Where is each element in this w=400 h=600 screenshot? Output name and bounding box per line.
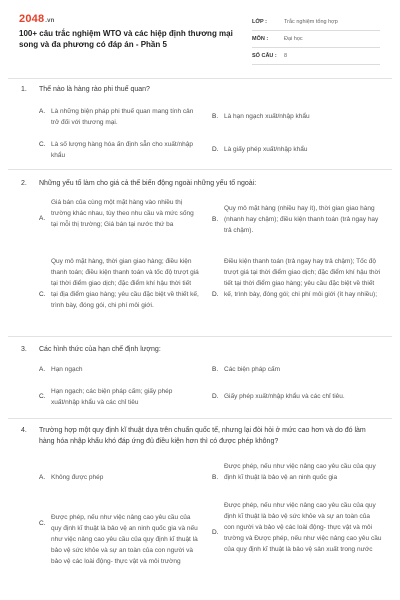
info-row-count <box>252 48 380 65</box>
option-d[interactable]: D. Điều kiện thanh toán (trả ngay hay trả chậm); Tốc độ trượt giá tại thời điểm giao dịch; đặc điểm khí hậu thời tiết tại thời điểm giao hàng; yêu cầu đặc biệt về thiết kế, trình bày, đóng gói; chi phí môi giới (ít hay nhiều); <box>212 258 381 298</box>
option-a[interactable]: A. Không được phép <box>39 474 104 481</box>
option-c[interactable]: C. Được phép, nếu như việc nâng cao yêu cầu của quy định kĩ thuật là bảo vệ an ninh quốc gia và nếu như việc nâng cao yêu cầu của quy định kĩ thuật là bảo vệ sức khỏe và sự an toàn của con người và bảo vệ các loài động- thực vật và môi trường <box>39 514 198 565</box>
question-text: 4. Trường hợp một quy định kĩ thuật dựa trên chuẩn quốc tế, nhưng lại đòi hỏi ở mức cao hơn và do đó làm hàng hóa nhập khẩu khó đáp ứng đủ điều kiện hơn thì có được phép không? <box>21 427 366 445</box>
option-b[interactable]: B. Các biện pháp cấm <box>212 366 281 373</box>
question-divider <box>8 169 392 170</box>
info-row-subject <box>252 31 380 48</box>
question-1 <box>21 84 381 95</box>
header-divider <box>8 78 392 79</box>
site-logo[interactable]: 2048.vn <box>19 13 55 25</box>
page-title: 100+ câu trắc nghiệm WTO và các hiệp định thương mại song và đa phương có đáp án - Phần 5 <box>19 29 233 49</box>
option-a[interactable]: A. Hạn ngạch <box>39 366 83 373</box>
option-c[interactable]: C. Là số lượng hàng hóa ấn định sẵn cho xuất/nhập khẩu <box>39 141 193 159</box>
info-label: LỚP : <box>252 19 267 25</box>
page-header <box>0 0 400 76</box>
info-value: 8 <box>284 53 288 59</box>
info-value: Trắc nghiệm tổng hợp <box>284 19 338 25</box>
option-c[interactable]: C. Hạn ngạch; các biện pháp cấm; giấy phép xuất/nhập khẩu và các chỉ tiêu <box>39 388 173 406</box>
option-d[interactable]: D. Là giấy phép xuất/nhập khẩu <box>212 146 308 153</box>
info-label: MÔN : <box>252 36 269 42</box>
option-d[interactable]: D. Được phép, nếu như việc nâng cao yêu cầu của quy định kĩ thuật là bảo vệ sức khỏe và sự an toàn của con người và bảo vệ các loài động- thực vật và môi trường và Được phép, nếu như việc nâng cao yêu cầu của quy định kĩ thuật là bảo vệ sản xuất trong nước <box>212 502 382 553</box>
info-value: Đại học <box>284 36 303 42</box>
option-b[interactable]: B. Là hạn ngạch xuất/nhập khẩu <box>212 113 310 120</box>
question-4 <box>21 425 381 447</box>
question-3 <box>21 344 381 355</box>
option-d[interactable]: D. Giấy phép xuất/nhập khẩu và các chỉ tiêu. <box>212 393 345 400</box>
question-divider <box>8 336 392 337</box>
question-2 <box>21 178 381 189</box>
option-a[interactable]: A. Giá bán của cùng một mặt hàng vào nhiều thị trường khác nhau, tùy theo nhu cầu và mức sống tại mỗi thị trường; Giá bán tại nước thứ ba <box>39 199 194 228</box>
option-b[interactable]: B. Quy mô mặt hàng (nhiều hay ít), thời gian giao hàng (nhanh hay chậm); điều kiện thanh toán (trả ngay hay trả chậm). <box>212 205 379 234</box>
option-b[interactable]: B. Được phép, nếu như việc nâng cao yêu cầu của quy định kĩ thuật là bảo vệ an ninh quốc gia <box>212 463 376 481</box>
question-text: 3. Các hình thức của hạn chế định lượng: <box>21 346 161 353</box>
quiz-info-panel <box>252 14 380 65</box>
option-c[interactable]: C. Quy mô mặt hàng, thời gian giao hàng; điều kiện thanh toán; điều kiện thanh toán và tốc độ trượt giá tại thời điểm giao dịch; đặc điểm khí hậu thời tiết tại địa điểm giao hàng; yêu cầu đặc biệt về thiết kế, trình bày, đóng gói, chi phí môi giới. <box>39 258 199 309</box>
question-text: 2. Những yếu tố làm cho giá cả thế biến động ngoài những yếu tố ngoài: <box>21 180 257 187</box>
question-text: 1. Thế nào là hàng rào phi thuế quan? <box>21 86 150 93</box>
info-row-class <box>252 14 380 31</box>
info-label: SỐ CÂU : <box>252 53 277 59</box>
question-divider <box>8 418 392 419</box>
option-a[interactable]: A. Là những biện pháp phi thuế quan mang tính cản trở đối với thương mại. <box>39 108 194 126</box>
